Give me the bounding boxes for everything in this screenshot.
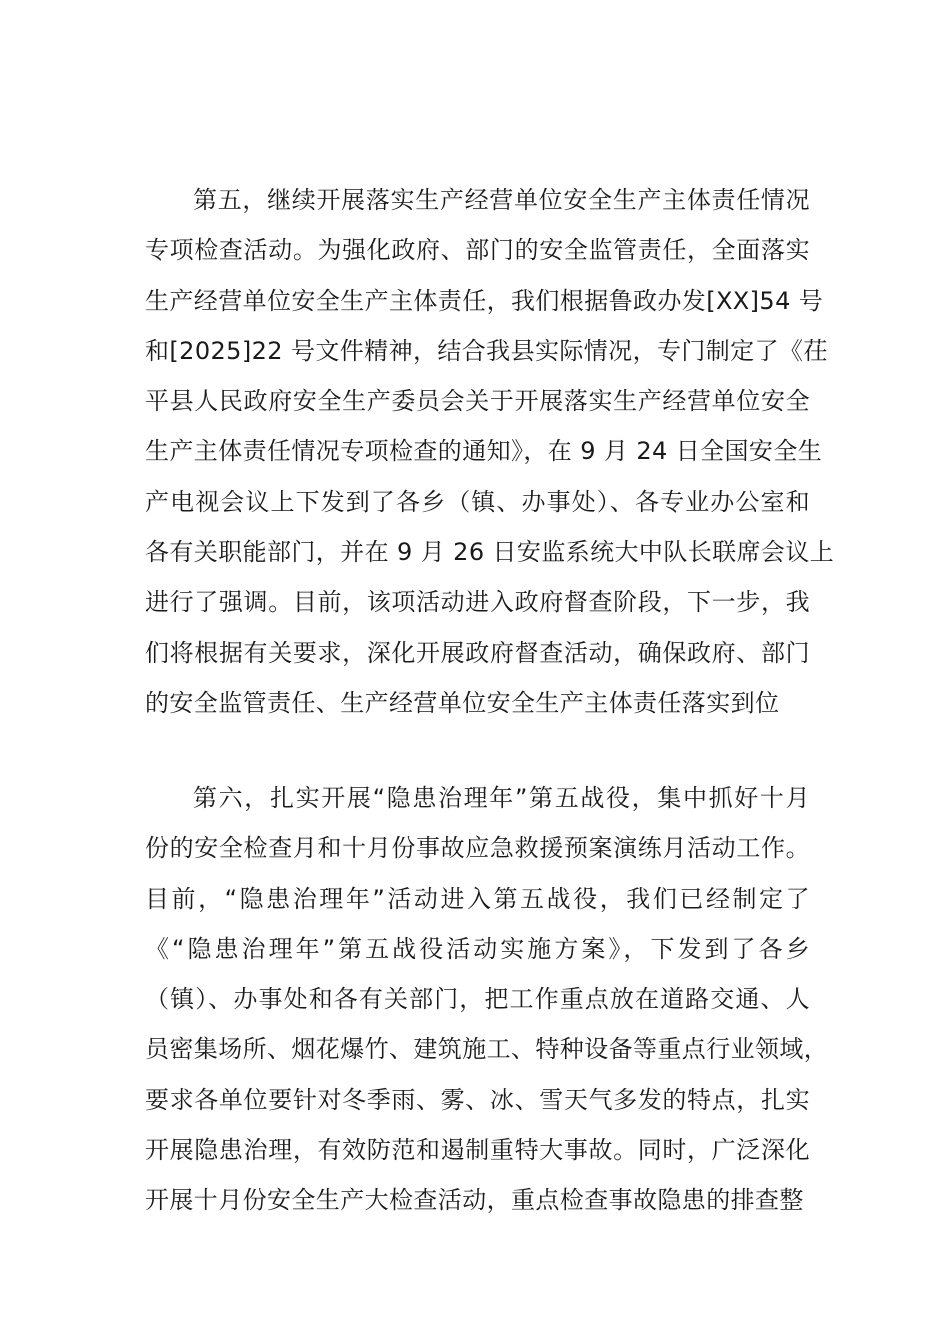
text-line: 各有关职能部门，并在 9 月 26 日安监系统大中队长联席会议上 xyxy=(145,538,835,567)
text-line: 要求各单位要针对冬季雨、雾、冰、雪天气多发的特点，扎实 xyxy=(145,1085,810,1114)
text-line: 份的安全检查月和十月份事故应急救援预案演练月活动工作。 xyxy=(145,834,810,863)
text-line: 目前，“隐患治理年”活动进入第五战役，我们已经制定了 xyxy=(145,884,810,913)
text-line: 专项检查活动。为强化政府、部门的安全监管责任，全面落实 xyxy=(145,236,810,265)
text-line: 《“隐患治理年”第五战役活动实施方案》，下发到了各乡 xyxy=(145,934,810,963)
text-line: 的安全监管责任、生产经营单位安全生产主体责任落实到位 xyxy=(145,688,780,717)
text-line: 和[2025]22 号文件精神，结合我县实际情况，专门制定了《茌 xyxy=(145,336,828,365)
text-line: 生产经营单位安全生产主体责任，我们根据鲁政办发[XX]54 号 xyxy=(145,286,824,315)
text-line: （镇）、办事处和各有关部门，把工作重点放在道路交通、人 xyxy=(145,985,810,1014)
text-line: 们将根据有关要求，深化开展政府督查活动，确保政府、部门 xyxy=(145,638,810,667)
text-line: 第六，扎实开展“隐患治理年”第五战役，集中抓好十月 xyxy=(193,784,810,812)
text-line: 进行了强调。目前，该项活动进入政府督查阶段，下一步，我 xyxy=(145,588,810,617)
text-line: 产电视会议上下发到了各乡（镇、办事处）、各专业办公室和 xyxy=(145,487,810,516)
text-line: 开展十月份安全生产大检查活动，重点检查事故隐患的排查整 xyxy=(145,1186,804,1215)
paragraph-sixth xyxy=(145,773,829,1226)
text-line: 第五，继续开展落实生产经营单位安全生产主体责任情况 xyxy=(193,186,810,214)
text-line: 生产主体责任情况专项检查的通知》，在 9 月 24 日全国安全生 xyxy=(145,437,823,466)
text-line: 开展隐患治理，有效防范和遏制重特大事故。同时，广泛深化 xyxy=(145,1136,810,1165)
text-line: 员密集场所、烟花爆竹、建筑施工、特种设备等重点行业领域， xyxy=(145,1035,829,1064)
paragraph-fifth xyxy=(145,175,835,728)
text-line: 平县人民政府安全生产委员会关于开展落实生产经营单位安全 xyxy=(145,387,810,416)
